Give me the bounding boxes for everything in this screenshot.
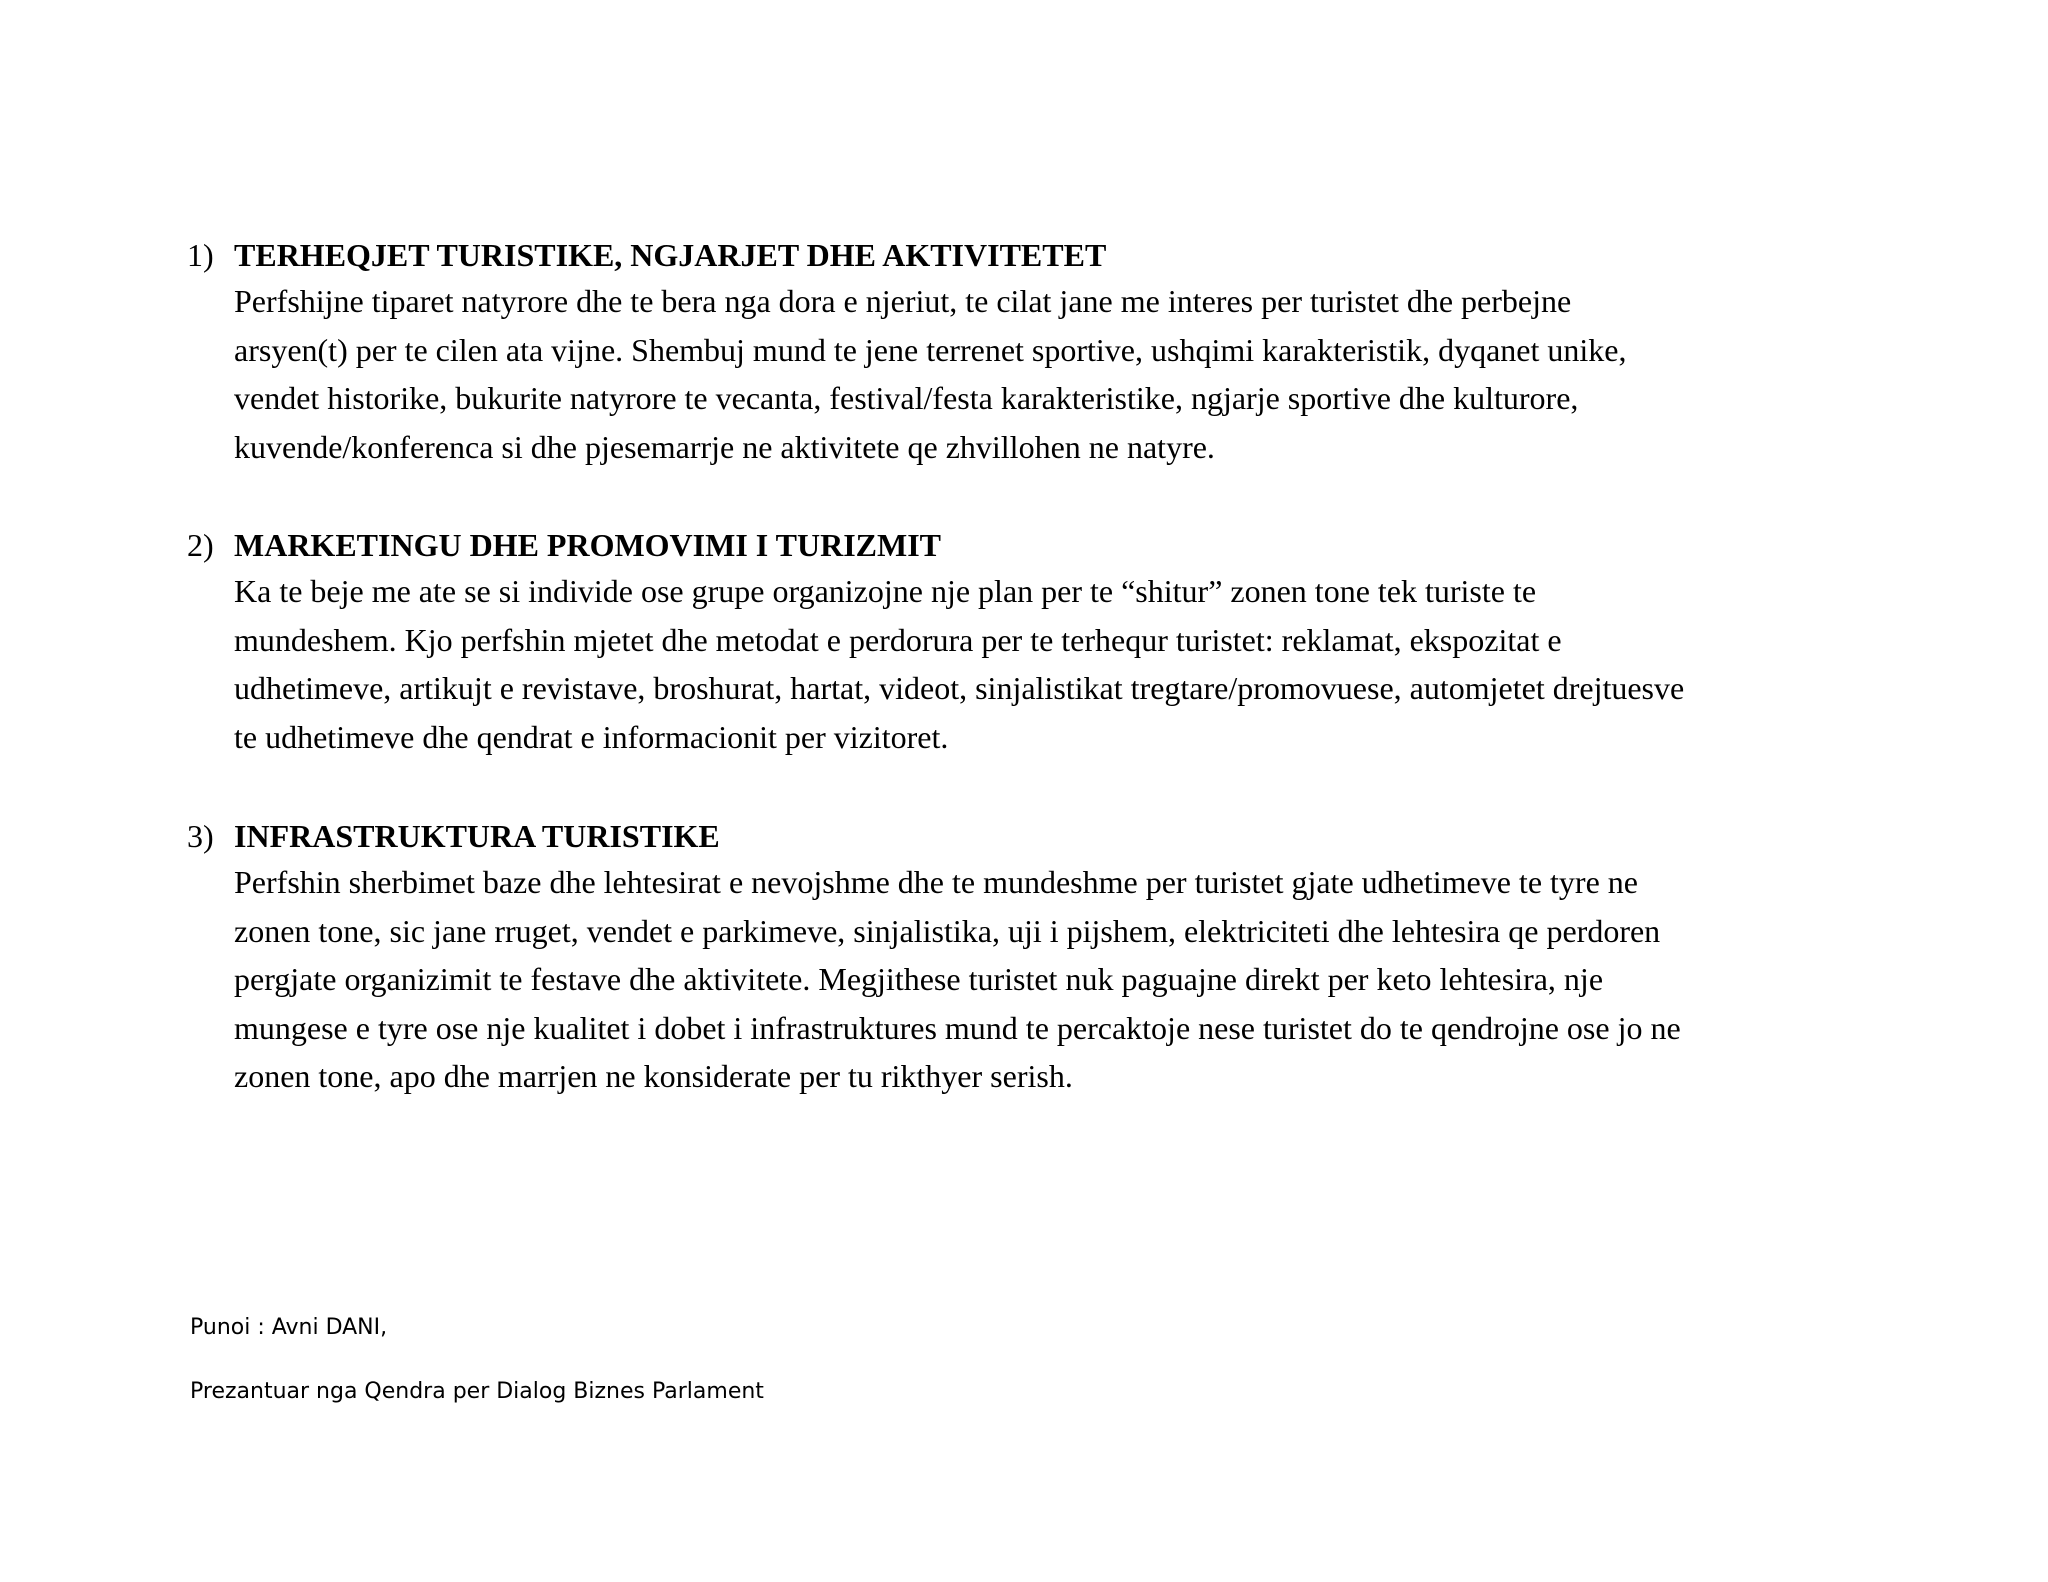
section-body	[187, 277, 1887, 471]
section-heading-row	[187, 523, 1887, 567]
body-line: zonen tone, sic jane rruget, vendet e parkimeve, sinjalistika, uji i pijshem, elektriciteti dhe lehtesira qe perdoren	[234, 912, 1661, 949]
footer-presenter: Prezantuar nga Qendra per Dialog Biznes Parlament	[190, 1379, 764, 1404]
section-heading: TERHEQJET TURISTIKE, NGJARJET DHE AKTIVITETET	[234, 237, 1107, 273]
section-3	[187, 814, 1887, 1101]
body-line: te udhetimeve dhe qendrat e informacionit per vizitoret.	[234, 718, 949, 755]
footer-author: Punoi : Avni DANI,	[190, 1315, 388, 1340]
body-line: kuvende/konferenca si dhe pjesemarrje ne aktivitete qe zhvillohen ne natyre.	[234, 428, 1215, 465]
section-heading-row	[187, 814, 1887, 858]
body-line: mundeshem. Kjo perfshin mjetet dhe metodat e perdorura per te terhequr turistet: reklamat, ekspozitat e	[234, 621, 1562, 658]
section-body	[187, 858, 1887, 1101]
section-heading: INFRASTRUKTURA TURISTIKE	[234, 818, 720, 854]
body-line: vendet historike, bukurite natyrore te vecanta, festival/festa karakteristike, ngjarje sportive dhe kulturore,	[234, 380, 1579, 416]
body-line: pergjate organizimit te festave dhe aktivitete. Megjithese turistet nuk paguajne direkt per keto lehtesira, nje	[234, 961, 1604, 997]
section-1	[187, 233, 1887, 471]
section-heading: MARKETINGU DHE PROMOVIMI I TURIZMIT	[234, 527, 941, 563]
section-body	[187, 567, 1887, 761]
section-number: 3)	[187, 818, 214, 854]
body-line: arsyen(t) per te cilen ata vijne. Shembuj mund te jene terrenet sportive, ushqimi karakteristik, dyqanet unike,	[234, 331, 1627, 368]
body-line: Perfshijne tiparet natyrore dhe te bera nga dora e njeriut, te cilat jane me interes per turistet dhe perbejne	[234, 283, 1572, 319]
body-line: Ka te beje me ate se si individe ose grupe organizojne nje plan per te “shitur” zonen tone tek turiste te	[234, 573, 1537, 609]
body-line: Perfshin sherbimet baze dhe lehtesirat e nevojshme dhe te mundeshme per turistet gjate udhetimeve te tyre ne	[234, 864, 1638, 900]
section-number: 1)	[187, 237, 214, 273]
section-number: 2)	[187, 527, 214, 563]
body-line: mungese e tyre ose nje kualitet i dobet i infrastruktures mund te percaktoje nese turistet do te qendrojne ose jo ne	[234, 1009, 1681, 1046]
section-heading-row	[187, 233, 1887, 277]
section-2	[187, 523, 1887, 761]
body-line: zonen tone, apo dhe marrjen ne konsiderate per tu rikthyer serish.	[234, 1058, 1073, 1094]
body-line: udhetimeve, artikujt e revistave, broshurat, hartat, videot, sinjalistikat tregtare/promovuese, automjetet drejtuesve	[234, 670, 1685, 706]
